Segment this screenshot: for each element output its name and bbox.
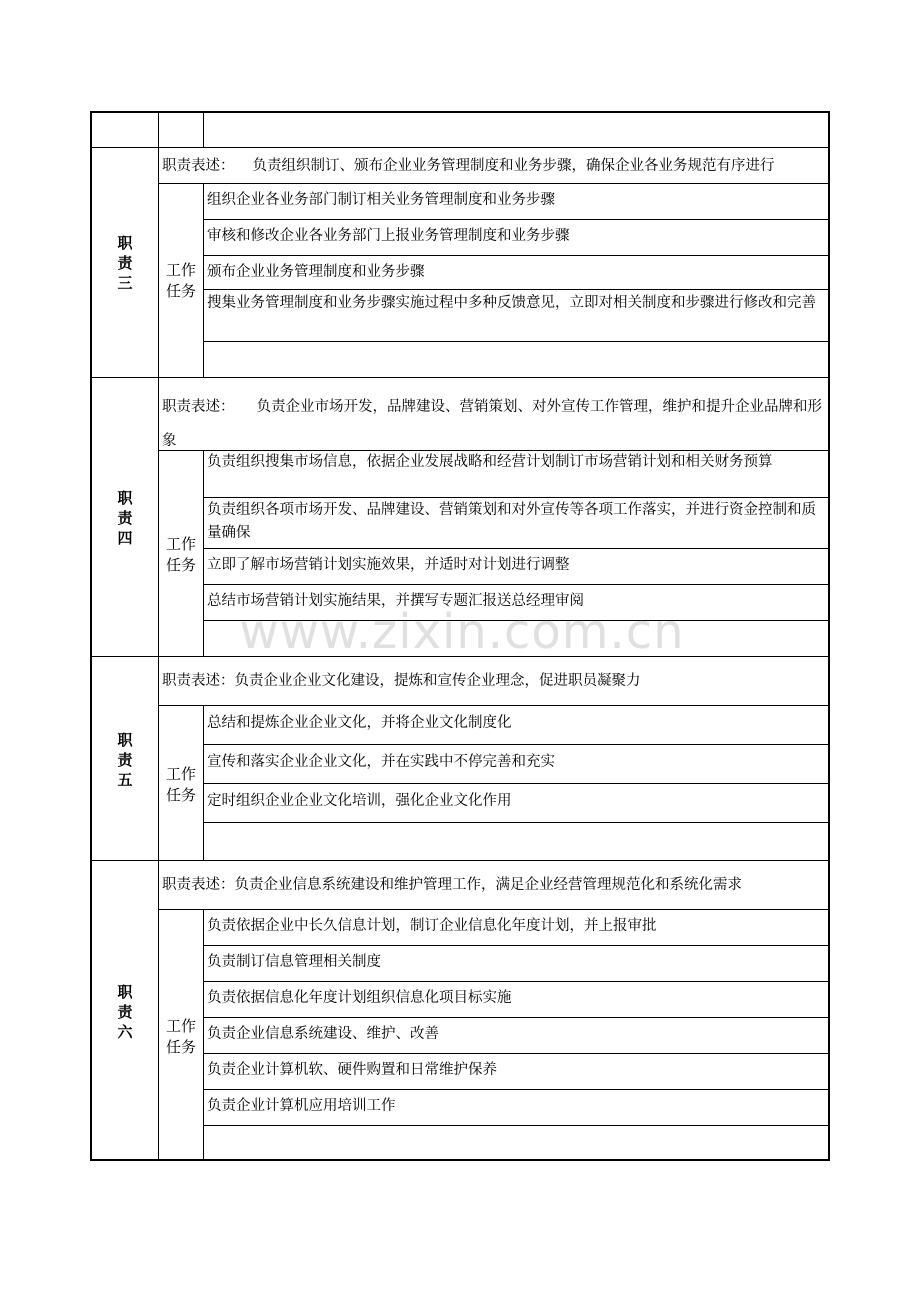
row-line [204,341,829,342]
task-item: 宣传和落实企业企业文化，并在实践中不停完善和充实 [207,754,555,770]
task-column-divider [203,184,204,377]
task-column-divider [203,451,204,656]
row-line [204,620,829,621]
summary-prefix: 职责表述： [162,399,235,415]
row-line [204,255,829,256]
row-line [159,705,829,706]
row-line [204,822,829,823]
table-right-border [828,111,830,1161]
task-label-3: 工作 任务 [165,261,196,300]
summary-prefix: 职责表述： [162,158,235,174]
summary-text: 负责组织制订、颁布企业业务管理制度和业务步骤，确保企业各业务规范有序进行 [252,158,775,174]
row-line [204,981,829,982]
row-line [159,183,829,184]
task-item: 组织企业各业务部门制订相关业务管理制度和业务步骤 [207,192,555,208]
row-line [204,584,829,585]
task-item: 负责企业计算机软、硬件购置和日常维护保养 [207,1062,497,1078]
row-line [204,219,829,220]
duty-summary-5 [162,670,641,693]
summary-text: 负责企业信息系统建设和维护管理工作，满足企业经营管理规范化和系统化需求 [234,877,742,893]
table-top-border [90,111,830,113]
task-item: 搜集业务管理制度和业务步骤实施过程中多种反馈意见，立即对相关制度和步骤进行修改和完善 [207,295,816,311]
row-line [159,909,829,910]
task-item: 定时组织企业企业文化培训，强化企业文化作用 [207,793,512,809]
duty-summary-6 [162,874,742,897]
task-item: 颁布企业业务管理制度和业务步骤 [207,264,425,280]
summary-text: 负责企业企业文化建设，提炼和宣传企业理念，促进职员凝聚力 [234,673,641,689]
summary-prefix: 职责表述： [162,877,235,893]
row-line [204,783,829,784]
section-separator [91,377,829,378]
task-item: 负责企业信息系统建设、维护、改善 [207,1026,439,1042]
task-item: 负责制订信息管理相关制度 [207,954,381,970]
task-item: 立即了解市场营销计划实施效果，并适时对计划进行调整 [207,557,570,573]
task-item: 负责依据信息化年度计划组织信息化项目标实施 [207,990,512,1006]
row-line [204,1089,829,1090]
row-line [204,945,829,946]
task-label-6: 工作 任务 [165,1017,196,1056]
duty-summary-4 [162,390,826,458]
duty-summary-3 [162,155,775,178]
task-item: 总结市场营销计划实施结果，并撰写专题汇报送总经理审阅 [207,593,584,609]
duty-label-5: 职 责 五 [117,731,133,789]
section-separator [91,656,829,657]
row-line [204,497,829,498]
top-row-divider [203,112,204,148]
summary-prefix: 职责表述： [162,673,235,689]
row-line [204,1053,829,1054]
duty-label-3: 职 责 三 [117,234,133,292]
row-line [204,1017,829,1018]
task-item: 审核和修改企业各业务部门上报业务管理制度和业务步骤 [207,228,570,244]
task-item: 负责依据企业中长久信息计划，制订企业信息化年度计划，并上报审批 [207,918,657,934]
duty-label-4: 职 责 四 [117,489,133,547]
task-label-5: 工作 任务 [165,765,196,804]
table-bottom-border [90,1159,830,1161]
task-column-divider [203,910,204,1160]
task-item: 负责组织搜集市场信息，依据企业发展战略和经营计划制订市场营销计划和相关财务预算 [207,454,773,470]
section-separator [91,147,829,148]
row-line [204,1125,829,1126]
row-line [204,548,829,549]
summary-text: 负责企业市场开发，品牌建设、营销策划、对外宣传工作管理，维护和提升企业品牌和形象 [162,399,822,449]
section-separator [91,860,829,861]
task-item: 总结和提炼企业企业文化，并将企业文化制度化 [207,715,512,731]
task-label-4: 工作 任务 [165,535,196,574]
watermark: www.zixin.com.cn [239,604,685,660]
row-line [204,289,829,290]
task-item: 负责组织各项市场开发、品牌建设、营销策划和对外宣传等各项工作落实，并进行资金控制和质量确保 [207,502,816,541]
duty-label-6: 职 责 六 [117,983,133,1041]
row-line [204,744,829,745]
task-item: 负责企业计算机应用培训工作 [207,1098,396,1114]
